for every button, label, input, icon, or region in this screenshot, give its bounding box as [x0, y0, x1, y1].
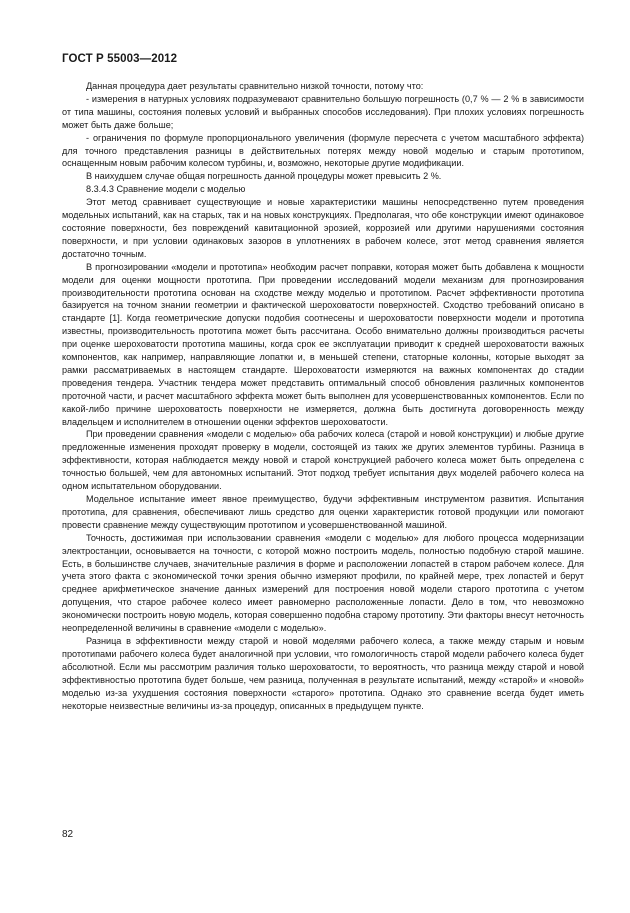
list-item-limitations: - ограничения по формуле пропорционального увеличения (формуле пересчета с учетом масштабного эффекта) для точного представления разницы в действительных потерях между новой моделью и старым прототипом, оснащенным новым рабочим колесом турбины, и, возможно, некоторые другие модификации. [62, 132, 584, 169]
paragraph: Разница в эффективности между старой и новой моделями рабочего колеса, а также между старым и новым прототипами рабочего колеса будет аналогичной при условии, что гомологичность старой модели рабочего колеса будет абсолютной. Если мы рассмотрим различия только шероховатости, то вероятность, что разница между старой и новой эффективностью прототипа будет больше, чем разница, полученная в результате испытаний, между «старой» и «новой» моделью из-за ухудшения состояния поверхности «старого» прототипа. Однако это сравнение всегда будет иметь некоторые неизвестные величины из-за процедур, описанных в предыдущем пункте. [62, 635, 584, 711]
paragraph: Этот метод сравнивает существующие и новые характеристики машины непосредственно путем проведения модельных испытаний, как на старых, так и на новых конструкциях. Предполагая, что обе конструкции имеют одинаковое состояние поверхности, без повреждений кавитационной эрозией, коррозией или другими нарушениями состояния поверхности, и при условии одинаковых зазоров в уплотнениях в рабочем колесе, этот метод сравнения является достаточно точным. [62, 197, 584, 259]
paragraph: В прогнозировании «модели и прототипа» необходим расчет поправки, которая может быть добавлена к мощности модели для оценки мощности прототипа. При проведении исследований модели механизм для прогнозирования производительности прототипа основан на сходстве между моделью и прототипом. Расчет эффективности прототипа базируется на точном знании геометрии и фактической шероховатости поверхностей. Сходство требований описано в стандарте [1]. Когда геометрические допуски подобия соотнесены и шероховатости поверхности модели и прототипа известны, производительность прототипа может быть рассчитана. Особо внимательно должны производиться расчеты при оценке шероховатости прототипа машины, когда срок ее эксплуатации приводит к средней шероховатости важных компонентов, как например, направляющие лопатки и, в меньшей степени, статорные колонны, которые выходят за рамки рассматриваемых в настоящем стандарте. Шероховатости измеряются на важных компонентах до стадии проведения тендера. Участник тендера может представить оптимальный способ обновления различных компонентов проточной части, и расчет масштабного эффекта может быть выполнен для усовершенствованных компонентов. Если по какой-либо причине шероховатость поверхности не измеряется, должна быть достигнута договоренность между владельцем и исполнителем в отношении оценки эффектов шероховатости. [62, 261, 584, 427]
paragraph-worst-case: В наихудшем случае общая погрешность данной процедуры может превысить 2 %. [86, 171, 442, 182]
section-heading: 8.3.4.3 Сравнение модели с моделью [86, 184, 246, 195]
paragraph: При проведении сравнения «модели с моделью» оба рабочих колеса (старой и новой конструкции) и любые другие предложенные изменения проходят проверку в модели, состоящей из таких же других элементов турбины. Разница в эффективности, которая наблюдается между новой и старой конструкцией рабочего колеса может быть определена с точностью большей, чем для автономных испытаний. Этот подход требует испытания двух моделей рабочего колеса на одном испытательном оборудовании. [62, 429, 584, 492]
list-item-measurements: - измерения в натурных условиях подразумевают сравнительно большую погрешность (0,7 % — 2 % в зависимости от типа машины, состояния полевых условий и выбранных способов исследования). При плохих условиях погрешность может быть даже больше; [62, 93, 584, 130]
document-body [62, 80, 584, 712]
document-header: ГОСТ Р 55003—2012 [62, 53, 178, 65]
paragraph: Точность, достижимая при использовании сравнения «модели с моделью» для любого процесса модернизации электростанции, основывается на точности, с которой можно построить модель, полностью подобную старой машине. Есть, в большинстве случаев, значительные различия в форме и расположении лопастей в старом рабочем колесе. Для учета этого факта с экономической точки зрения обычно измеряют профили, по крайней мере, трех лопастей и берут среднее арифметическое значение данных измерений для построения новой модели старого прототипа с учетом допущения, что старое рабочее колесо имеет равномерно расположенные лопасти. Дело в том, что невозможно экономически построить новую модель, которая совершенно подобна старому прототипу. Эти факторы внесут неточность неопределенной величины в сравнение «модели с моделью». [62, 532, 584, 634]
paragraph-intro: Данная процедура дает результаты сравнительно низкой точности, потому что: [86, 81, 424, 91]
paragraph: Модельное испытание имеет явное преимущество, будучи эффективным инструментом развития. Испытания прототипа, для сравнения, обеспечивают лишь средство для оценки характеристик готовой продукции или помогают провести сравнение между существующим прототипом и усовершенствованной машиной. [62, 494, 584, 530]
page-number: 82 [62, 829, 74, 840]
